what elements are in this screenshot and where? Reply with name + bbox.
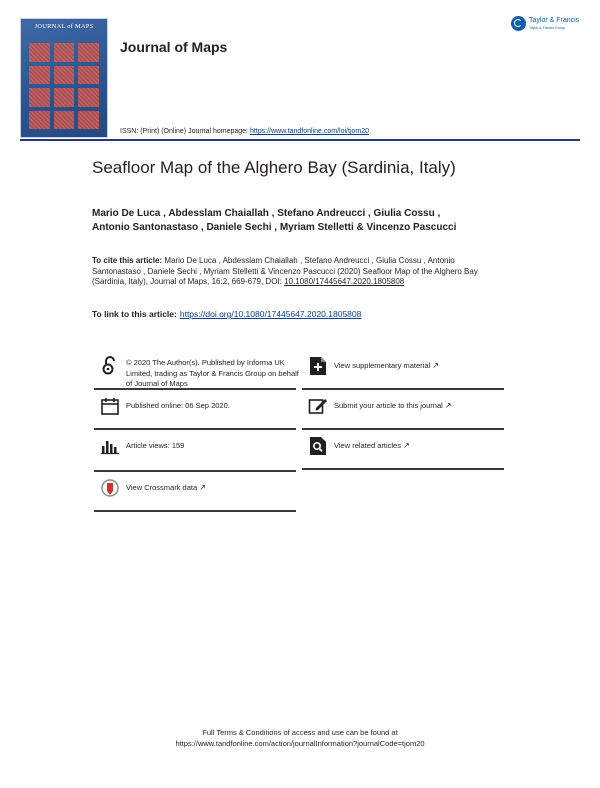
journal-cover-image: [20, 18, 108, 138]
publisher-logo-icon: [511, 16, 526, 31]
bar-chart-icon: [100, 436, 120, 456]
related-articles-label: View related articles: [334, 441, 401, 450]
cover-map-grid: [29, 43, 99, 129]
header-divider: [20, 139, 580, 141]
article-link-line: [92, 309, 361, 319]
external-link-icon: ↗: [432, 361, 439, 370]
article-views-text: Article views: 159: [126, 441, 185, 450]
citation-text: Mario De Luca , Abdesslam Chaiallah , Stefano Andreucci , Giulia Cossu , Antonio Santonastaso , Daniele Sechi , Myriam Stelletti & Vincenzo Pascucci (2020) Seafloor Map of the Alghero Bay (Sardinia, Italy), Journal of Maps, 16:2, 669-679, DOI:: [92, 256, 478, 286]
published-date-text: Published online: 06 Sep 2020.: [126, 401, 230, 410]
open-access-icon: [100, 356, 120, 376]
footer-terms-text: Full Terms & Conditions of access and use can be found at: [202, 728, 398, 737]
supplementary-cell[interactable]: [308, 356, 504, 386]
supplementary-label: View supplementary material: [334, 361, 431, 370]
author-list: [92, 207, 562, 235]
crossmark-link[interactable]: [126, 483, 302, 494]
edit-icon: [308, 396, 328, 416]
external-link-icon: ↗: [199, 483, 206, 492]
cell-divider: [94, 388, 296, 390]
crossmark-cell[interactable]: [100, 478, 298, 508]
cell-divider: [94, 428, 296, 430]
cell-divider: [94, 510, 296, 512]
calendar-icon: [100, 396, 120, 416]
submit-article-link[interactable]: [334, 401, 504, 412]
article-views-cell: [100, 436, 298, 466]
cell-divider: [302, 428, 504, 430]
link-label: To link to this article:: [92, 309, 177, 319]
article-title: Seafloor Map of the Alghero Bay (Sardinia, Italy): [92, 158, 456, 177]
cover-journal-title: JOURNAL of MAPS: [34, 23, 94, 30]
cell-divider: [302, 388, 504, 390]
submit-article-cell[interactable]: [308, 396, 504, 426]
cell-divider: [94, 470, 296, 472]
search-document-icon: [308, 436, 328, 456]
cell-divider: [302, 468, 504, 470]
publisher-logo-name: Taylor & Francis: [529, 17, 580, 24]
citation-label: To cite this article:: [92, 256, 163, 265]
publisher-logo-sub: Taylor & Francis Group: [529, 26, 565, 30]
open-access-text: © 2020 The Author(s). Published by Informa UK Limited, trading as Taylor & Francis Group on behalf of Journal of Maps: [126, 358, 299, 388]
citation-block: [92, 256, 492, 288]
external-link-icon: ↗: [444, 401, 452, 410]
authors-line-2: Antonio Santonastaso , Daniele Sechi , Myriam Stelletti & Vincenzo Pascucci: [92, 222, 457, 233]
related-articles-link[interactable]: [334, 441, 504, 452]
add-document-icon: [308, 356, 328, 376]
footer-terms-link[interactable]: https://www.tandfonline.com/action/journalInformation?journalCode=tjom20: [175, 738, 425, 748]
journal-name: Journal of Maps: [120, 39, 228, 55]
publisher-logo: [511, 15, 581, 37]
issn-line: [120, 128, 369, 135]
citation-doi[interactable]: 10.1080/17445647.2020.1805808: [284, 277, 405, 286]
crossmark-label: View Crossmark data: [126, 483, 198, 492]
open-access-cell: [100, 356, 298, 386]
crossmark-icon: [100, 478, 120, 498]
issn-prefix: ISSN: (Print) (Online) Journal homepage:: [120, 128, 250, 135]
related-articles-cell[interactable]: [308, 436, 504, 466]
journal-homepage-link[interactable]: https://www.tandfonline.com/loi/tjom20: [249, 128, 370, 135]
published-cell: [100, 396, 298, 426]
authors-line-1: Mario De Luca , Abdesslam Chaiallah , Stefano Andreucci , Giulia Cossu ,: [92, 208, 441, 219]
footer: [0, 728, 600, 749]
submit-article-label: Submit your article to this journal: [334, 401, 443, 410]
supplementary-link[interactable]: [334, 361, 504, 372]
external-link-icon: ↗: [403, 441, 410, 450]
article-doi-link[interactable]: https://doi.org/10.1080/17445647.2020.1805808: [179, 309, 362, 319]
